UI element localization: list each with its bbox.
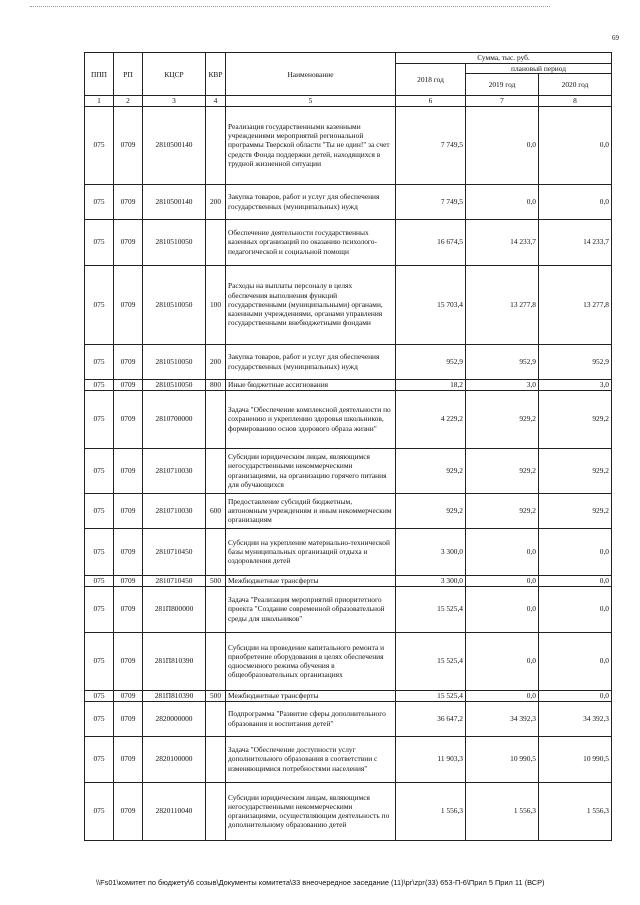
header-sum: Сумма, тыс. руб.: [396, 53, 612, 64]
cell-2019: 929,2: [466, 448, 539, 493]
cell-kcsr: 2810710450: [143, 575, 206, 586]
cell-name: Субсидии юридическим лицам, являющимся негосударственными некоммерческими организациями, на организацию горячего питания для обучающихся: [226, 448, 396, 493]
cell-2018: 18,2: [396, 379, 466, 390]
cell-name: Предоставление субсидий бюджетным, автономным учреждениям и иным некоммерческим организациям: [226, 493, 396, 528]
cell-name: Субсидии на проведение капитального ремонта и приобретение оборудования в целях обеспечения односменного режима обучения в общеобразовательных организациях: [226, 632, 396, 690]
table-row: [85, 528, 612, 575]
cell-kvr: 200: [206, 184, 226, 219]
cell-rp: 0709: [114, 782, 143, 840]
cell-2019: 0,0: [466, 575, 539, 586]
cell-rp: 0709: [114, 586, 143, 632]
cell-2018: 952,9: [396, 344, 466, 379]
cell-name: Задача "Реализация мероприятий приоритетного проекта "Создание современной образовательной среды для школьников": [226, 586, 396, 632]
cell-2020: 0,0: [539, 106, 612, 184]
table-row: [85, 106, 612, 184]
cell-rp: 0709: [114, 448, 143, 493]
cell-2019: 0,0: [466, 106, 539, 184]
cell-ppp: 075: [85, 586, 114, 632]
cell-kcsr: 2820110040: [143, 782, 206, 840]
cell-kcsr: 2810710030: [143, 448, 206, 493]
cell-ppp: 075: [85, 344, 114, 379]
cell-kvr: 100: [206, 265, 226, 344]
cell-rp: 0709: [114, 184, 143, 219]
cell-kcsr: 281П800000: [143, 586, 206, 632]
cell-kcsr: 2820100000: [143, 736, 206, 782]
header-kvr: КВР: [206, 53, 226, 96]
cell-name: Иные бюджетные ассигнования: [226, 379, 396, 390]
table-row: [85, 586, 612, 632]
cell-kvr: 500: [206, 690, 226, 701]
cell-ppp: 075: [85, 184, 114, 219]
cell-2018: 7 749,5: [396, 106, 466, 184]
cell-kcsr: 2820000000: [143, 701, 206, 736]
cell-2020: 929,2: [539, 493, 612, 528]
cell-name: Межбюджетные трансферты: [226, 575, 396, 586]
table-row: [85, 701, 612, 736]
cell-ppp: 075: [85, 632, 114, 690]
header-name: Наименование: [226, 53, 396, 96]
table-row: [85, 379, 612, 390]
cell-2020: 14 233,7: [539, 219, 612, 265]
cell-ppp: 075: [85, 528, 114, 575]
cell-kcsr: 2810500140: [143, 106, 206, 184]
cell-2018: 15 703,4: [396, 265, 466, 344]
footer-path: \\Fs01\комитет по бюджету\6 созыв\Документы комитета\33 внеочередное заседание (11)\рг\zрг(33) 653-П-6\Прил 5 Прил 11 (ВСР): [96, 878, 545, 887]
cell-name: Закупка товаров, работ и услуг для обеспечения государственных (муниципальных) нужд: [226, 184, 396, 219]
cell-2018: 36 647,2: [396, 701, 466, 736]
cell-2019: 1 556,3: [466, 782, 539, 840]
cell-2018: 15 525,4: [396, 632, 466, 690]
table-row: [85, 184, 612, 219]
cell-2019: 14 233,7: [466, 219, 539, 265]
cell-ppp: 075: [85, 736, 114, 782]
cell-2019: 0,0: [466, 690, 539, 701]
table-row: [85, 219, 612, 265]
cell-2020: 13 277,8: [539, 265, 612, 344]
cell-kvr: [206, 390, 226, 448]
col-number: 8: [539, 96, 612, 106]
budget-table: [84, 52, 612, 841]
cell-ppp: 075: [85, 493, 114, 528]
cell-2020: 3,0: [539, 379, 612, 390]
table-row: [85, 575, 612, 586]
cell-ppp: 075: [85, 448, 114, 493]
table-row: [85, 493, 612, 528]
cell-kvr: 500: [206, 575, 226, 586]
table-row: [85, 632, 612, 690]
cell-2018: 1 556,3: [396, 782, 466, 840]
cell-name: Закупка товаров, работ и услуг для обеспечения государственных (муниципальных) нужд: [226, 344, 396, 379]
cell-name: Реализация государственными казенными учреждениями мероприятий региональной программы Тверской области "Ты не один!" за счет средств Фонда поддержки детей, находящихся в трудной жизненной ситуации: [226, 106, 396, 184]
cell-2020: 1 556,3: [539, 782, 612, 840]
cell-2019: 3,0: [466, 379, 539, 390]
cell-ppp: 075: [85, 575, 114, 586]
cell-2018: 929,2: [396, 448, 466, 493]
cell-2020: 929,2: [539, 448, 612, 493]
cell-kvr: [206, 736, 226, 782]
cell-ppp: 075: [85, 379, 114, 390]
cell-2019: 0,0: [466, 528, 539, 575]
cell-rp: 0709: [114, 701, 143, 736]
cell-2018: 929,2: [396, 493, 466, 528]
cell-ppp: 075: [85, 219, 114, 265]
col-number: 1: [85, 96, 114, 106]
cell-rp: 0709: [114, 736, 143, 782]
cell-rp: 0709: [114, 379, 143, 390]
cell-name: Субсидии юридическим лицам, являющимся негосударственными некоммерческими организациями, осуществляющим деятельность по дополнительному образованию детей: [226, 782, 396, 840]
cell-kcsr: 2810510050: [143, 379, 206, 390]
cell-kvr: 200: [206, 344, 226, 379]
cell-2018: 15 525,4: [396, 690, 466, 701]
cell-ppp: 075: [85, 390, 114, 448]
cell-2018: 4 229,2: [396, 390, 466, 448]
cell-2020: 952,9: [539, 344, 612, 379]
cell-rp: 0709: [114, 493, 143, 528]
header-ppp: ППП: [85, 53, 114, 96]
table-body: [85, 106, 612, 840]
cell-rp: 0709: [114, 219, 143, 265]
cell-kvr: 800: [206, 379, 226, 390]
cell-2020: 0,0: [539, 632, 612, 690]
cell-kvr: [206, 632, 226, 690]
cell-rp: 0709: [114, 528, 143, 575]
cell-2018: 16 674,5: [396, 219, 466, 265]
cell-rp: 0709: [114, 690, 143, 701]
cell-kvr: [206, 701, 226, 736]
cell-2019: 0,0: [466, 586, 539, 632]
cell-2019: 10 990,5: [466, 736, 539, 782]
cell-kcsr: 2810710030: [143, 493, 206, 528]
cell-2020: 34 392,3: [539, 701, 612, 736]
cell-rp: 0709: [114, 390, 143, 448]
cell-2019: 929,2: [466, 390, 539, 448]
cell-name: Задача "Обеспечение комплексной деятельности по сохранению и укреплению здоровья школьников, формированию основ здорового образа жизни": [226, 390, 396, 448]
cell-kcsr: 281П810390: [143, 632, 206, 690]
cell-rp: 0709: [114, 265, 143, 344]
cell-2018: 3 300,0: [396, 528, 466, 575]
table-row: [85, 265, 612, 344]
cell-2019: 13 277,8: [466, 265, 539, 344]
cell-name: Субсидии на укрепление материально-технической базы муниципальных организаций отдыха и оздоровления детей: [226, 528, 396, 575]
cell-ppp: 075: [85, 265, 114, 344]
cell-kcsr: 2810510050: [143, 344, 206, 379]
cell-ppp: 075: [85, 106, 114, 184]
cell-kcsr: 2810710450: [143, 528, 206, 575]
cell-name: Межбюджетные трансферты: [226, 690, 396, 701]
cell-rp: 0709: [114, 575, 143, 586]
cell-2018: 3 300,0: [396, 575, 466, 586]
cell-2019: 34 392,3: [466, 701, 539, 736]
cell-kvr: 600: [206, 493, 226, 528]
cell-kvr: [206, 782, 226, 840]
header-planned-period: плановый период: [466, 64, 612, 74]
col-number: 5: [226, 96, 396, 106]
cell-2019: 952,9: [466, 344, 539, 379]
header-rp: РП: [114, 53, 143, 96]
cell-2019: 0,0: [466, 184, 539, 219]
cell-2018: 7 749,5: [396, 184, 466, 219]
cell-kvr: [206, 528, 226, 575]
table-row: [85, 390, 612, 448]
cell-ppp: 075: [85, 701, 114, 736]
col-number: 4: [206, 96, 226, 106]
cell-name: Задача "Обеспечение доступности услуг дополнительного образования в соответствии с изменяющимися потребностями населения": [226, 736, 396, 782]
cell-2020: 0,0: [539, 586, 612, 632]
table-row: [85, 782, 612, 840]
table-row: [85, 736, 612, 782]
cell-ppp: 075: [85, 690, 114, 701]
cell-kvr: [206, 448, 226, 493]
page-number: 69: [612, 34, 619, 42]
cell-rp: 0709: [114, 106, 143, 184]
cell-rp: 0709: [114, 344, 143, 379]
col-number: 3: [143, 96, 206, 106]
top-rule: [30, 6, 550, 7]
cell-kcsr: 2810510050: [143, 219, 206, 265]
cell-2019: 929,2: [466, 493, 539, 528]
header-2018: 2018 год: [396, 64, 466, 96]
cell-2018: 11 903,3: [396, 736, 466, 782]
col-number: 6: [396, 96, 466, 106]
cell-kvr: [206, 219, 226, 265]
header-kcsr: КЦСР: [143, 53, 206, 96]
cell-name: Подпрограмма "Развитие сферы дополнительного образования и воспитания детей": [226, 701, 396, 736]
cell-ppp: 075: [85, 782, 114, 840]
cell-name: Обеспечение деятельности государственных казенных организаций по оказанию психолого-педагогической и социальной помощи: [226, 219, 396, 265]
col-number: 2: [114, 96, 143, 106]
header-2020: 2020 год: [539, 74, 612, 96]
cell-kvr: [206, 106, 226, 184]
cell-2018: 15 525,4: [396, 586, 466, 632]
cell-2020: 0,0: [539, 528, 612, 575]
cell-kcsr: 2810700000: [143, 390, 206, 448]
cell-2019: 0,0: [466, 632, 539, 690]
header-2019: 2019 год: [466, 74, 539, 96]
table-row: [85, 448, 612, 493]
cell-kvr: [206, 586, 226, 632]
cell-kcsr: 2810510050: [143, 265, 206, 344]
cell-rp: 0709: [114, 632, 143, 690]
cell-name: Расходы на выплаты персоналу в целях обеспечения выполнения функций государственными (муниципальными) органами, казенными учреждениями, органами управления государственными внебюджетными фондами: [226, 265, 396, 344]
cell-kcsr: 281П810390: [143, 690, 206, 701]
col-number: 7: [466, 96, 539, 106]
table-row: [85, 344, 612, 379]
cell-kcsr: 2810500140: [143, 184, 206, 219]
cell-2020: 929,2: [539, 390, 612, 448]
cell-2020: 10 990,5: [539, 736, 612, 782]
cell-2020: 0,0: [539, 690, 612, 701]
table-row: [85, 690, 612, 701]
cell-2020: 0,0: [539, 184, 612, 219]
cell-2020: 0,0: [539, 575, 612, 586]
